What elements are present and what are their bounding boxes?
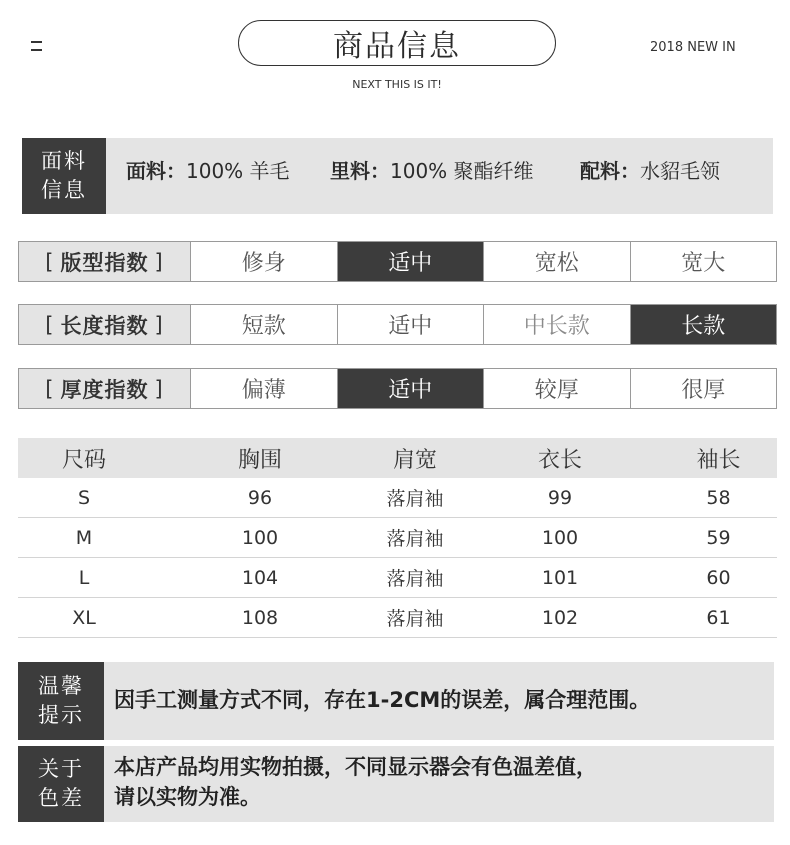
table-cell: 61 [706,606,731,629]
page-subtitle: NEXT THIS IS IT! [352,78,442,91]
table-cell: 100 [541,526,579,549]
thickness-index-label [19,369,191,408]
page-title: 商品信息 [238,20,556,66]
index-option-selected: 适中 [338,369,485,408]
bracket-open: [ [45,376,55,401]
index-option: 较厚 [484,369,631,408]
index-option: 宽大 [681,251,726,276]
thickness-index-row [18,368,777,409]
length-index-label [19,305,191,344]
index-name: 厚度指数 [60,377,149,402]
bracket-close: ] [154,312,164,337]
table-cell: 96 [247,486,273,509]
fabric-item-key: 配料： [580,159,640,183]
note-label-line1: 温馨 [38,674,84,698]
table-cell: 60 [706,566,731,589]
index-option: 短款 [191,305,338,344]
fit-index-row [18,241,777,282]
note-label-line2: 提示 [38,703,84,727]
table-cell: 落肩袖 [386,528,444,550]
size-table-header [18,438,777,478]
index-option: 中长款 [484,305,631,344]
table-cell: 落肩袖 [386,488,444,510]
index-option: 宽松 [484,242,631,281]
fit-index-label [19,242,191,281]
index-name: 长度指数 [60,313,149,338]
fabric-label-line2: 信息 [41,178,87,202]
header-cell: 衣长 [537,447,582,473]
header-cell: 肩宽 [392,447,437,473]
header-cell: 尺码 [61,447,106,473]
table-row [18,558,777,598]
bracket-close: ] [154,249,164,274]
measurement-note-label [18,662,104,740]
note-label-line1: 关于 [38,757,84,781]
table-cell: M [75,526,93,549]
size-table [18,438,777,638]
table-cell: 落肩袖 [386,608,444,630]
fabric-item-value: 100% 聚酯纤维 [390,159,534,183]
note-text-line1: 本店产品均用实物拍摄，不同显示器会有色温差值， [114,755,597,779]
table-cell: L [78,566,90,589]
index-option-selected: 长款 [631,305,777,344]
header-cell: 袖长 [696,447,741,473]
bracket-close: ] [154,376,164,401]
table-cell: 100 [241,526,279,549]
table-cell: S [77,486,91,509]
fabric-item-value: 水貂毛领 [640,159,720,183]
fabric-item-lining [330,155,534,184]
table-cell: 102 [541,606,579,629]
color-note-text [114,752,597,812]
index-option: 修身 [191,242,338,281]
menu-icon[interactable] [28,38,44,54]
index-name: 版型指数 [60,250,149,275]
measurement-note-text: 因手工测量方式不同，存在1-2CM的误差，属合理范围。 [114,688,651,712]
table-cell: 99 [547,486,573,509]
bracket-open: [ [45,249,55,274]
table-cell: 落肩袖 [386,568,444,590]
table-row [18,598,777,638]
table-cell: 104 [241,566,279,589]
bracket-open: [ [45,312,55,337]
season-tag: 2018 NEW IN [650,40,736,55]
fabric-item-key: 里料： [330,159,390,183]
fabric-item-value: 100% 羊毛 [186,159,290,183]
fabric-item-key: 面料： [126,159,186,183]
fabric-info-label [22,138,106,214]
table-cell: 59 [706,526,731,549]
table-cell: 101 [541,566,579,589]
table-cell: 58 [706,486,731,509]
table-cell: XL [72,606,96,629]
index-option: 适中 [338,305,485,344]
fabric-item-shell [126,155,290,184]
note-label-line2: 色差 [38,786,84,810]
table-row [18,478,777,518]
header-cell: 胸围 [237,447,282,473]
index-option: 偏薄 [191,369,338,408]
table-row [18,518,777,558]
index-option-selected: 适中 [338,242,485,281]
fabric-label-line1: 面料 [41,149,87,173]
index-option: 很厚 [681,378,726,403]
fabric-item-trim [580,155,720,184]
color-note-label [18,746,104,822]
length-index-row [18,304,777,345]
note-text-line2: 请以实物为准。 [114,785,261,809]
table-cell: 108 [241,606,279,629]
